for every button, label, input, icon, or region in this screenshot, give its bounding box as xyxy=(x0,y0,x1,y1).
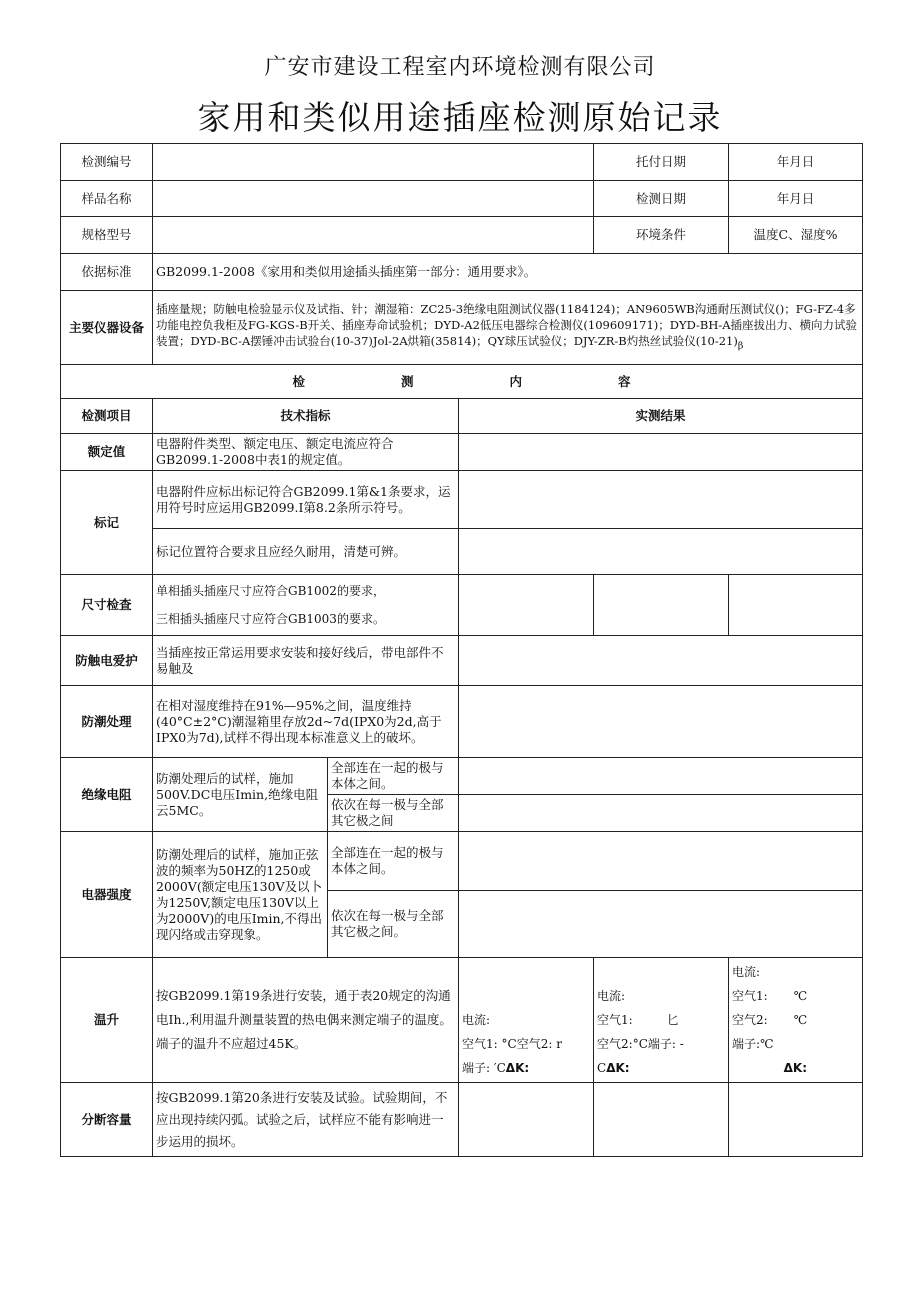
temp-r2-dk-line xyxy=(597,1056,725,1080)
strength-result-2[interactable] xyxy=(459,891,863,958)
temp-r3-term-line xyxy=(732,1032,859,1056)
row-breaking xyxy=(61,1083,863,1157)
dimension-result-2[interactable] xyxy=(594,575,729,636)
section-char-4: 容 xyxy=(618,373,631,389)
temp-r3-air2-line xyxy=(732,1008,859,1032)
env-value[interactable]: 温度C、湿度% xyxy=(729,217,863,254)
test-date-label: 检测日期 xyxy=(594,181,729,217)
dimension-result-1[interactable] xyxy=(459,575,594,636)
test-no-value[interactable] xyxy=(153,144,594,181)
section-char-3: 内 xyxy=(509,373,523,389)
row-test-no xyxy=(61,144,863,181)
company-name: 广安市建设工程室内环境检测有限公司 xyxy=(264,55,656,80)
delivery-date-value[interactable]: 年月日 xyxy=(729,144,863,181)
record-table xyxy=(60,143,863,1157)
equipment-suffix: β xyxy=(737,340,744,352)
marking-label: 标记 xyxy=(61,471,153,575)
document-title: 家用和类似用途插座检测原始记录 xyxy=(197,98,723,137)
temp-r3-current: 电流: xyxy=(732,965,761,979)
rated-spec-text: 器附件类型、额定电压、额定电流应符合GB2099.1-2008中表1的规定值。 xyxy=(156,436,394,467)
marking-result-1[interactable] xyxy=(459,471,863,529)
col-item-header: 检测项目 xyxy=(61,399,153,434)
breaking-spec: 按GB2099.1第20条进行安装及试验。试验期间，不应出现持续闪弧。试验之后，试样应不能有影响进一步运用的损坏。 xyxy=(153,1083,459,1157)
model-value[interactable] xyxy=(153,217,594,254)
temp-r1-dk: ΔK: xyxy=(505,1061,530,1075)
humidity-label: 防潮处理 xyxy=(61,686,153,758)
standard-value: GB2099.1-2008《家用和类似用途插头插座第一部分：通用要求》。 xyxy=(153,254,863,291)
sample-name-label: 样品名称 xyxy=(61,181,153,217)
strength-sub-2: 依次在每一极与全部其它极之间。 xyxy=(328,891,459,958)
strength-spec: 防潮处理后的试样，施加正弦波的频率为50HZ的1250或2000V(额定电压130V及以卜为1250V,额定电压130V以上为2000V)的电压Imin,不得出现闪络或击穿现象。 xyxy=(153,832,328,958)
dimension-spec-2: 三相插头插座尺寸应符合GB1003的要求。 xyxy=(156,612,385,626)
dimension-spec-1: 单相插头插座尺寸应符合GB1002的要求， xyxy=(156,584,385,598)
row-standard xyxy=(61,254,863,291)
insulation-result-1[interactable] xyxy=(459,758,863,795)
temp-r2-dk: ΔK: xyxy=(606,1061,630,1075)
section-char-2: 测 xyxy=(400,373,414,389)
strength-result-1[interactable] xyxy=(459,832,863,891)
breaking-result-2[interactable] xyxy=(594,1083,729,1157)
strength-sub-1: 全部连在一起的极与本体之间。 xyxy=(328,832,459,891)
shock-result[interactable] xyxy=(459,636,863,686)
temp-r2-dash: - xyxy=(679,1037,684,1051)
temp-r1-air1: 空气1: xyxy=(462,1037,498,1051)
model-label: 规格型号 xyxy=(61,217,153,254)
humidity-result[interactable] xyxy=(459,686,863,758)
test-date-value[interactable]: 年月日 xyxy=(729,181,863,217)
temp-r2-c: C xyxy=(597,1061,607,1075)
equipment-text: 插座量规；防触电检验显示仪及试指、针；潮湿箱：ZC25-3绝缘电阻测试仪器(1184124)；AN9605WB沟通耐压测试仪()；FG-FZ-4多功能电控负我柜及FG-KGS-B开关、插座寿命试验机；DYD-A2低压电器综合检测仪(109609171)；DYD-BH-A插座拔出力、横向力试验装置；DYD-BC-A摆锤冲击试验台(10-37)Jol-2A烘箱(35814)；QY球压试验仪；DJY-ZR-B灼热丝试验仪(10-21) xyxy=(156,301,858,348)
row-marking-2 xyxy=(61,529,863,575)
row-humidity xyxy=(61,686,863,758)
temp-label: 温升 xyxy=(61,958,153,1083)
marking-spec-1: 电器附件应标出标记符合GB2099.1第&1条要求，运用符号时应运用GB2099.I第8.2条所示符号。 xyxy=(153,471,459,529)
dimension-label: 尺寸检查 xyxy=(61,575,153,636)
temp-r3-air1: 空气1: xyxy=(732,989,768,1003)
row-temp xyxy=(61,958,863,1083)
shock-spec: 当插座按正常运用要求安装和接好线后，带电部件不易触及 xyxy=(153,636,459,686)
temp-spec: 按GB2099.1第19条进行安装，通于表20规定的沟通电Ih.,利用温升测量装置的热电偶来测定端子的温度。端子的温升不应超过45K。 xyxy=(153,958,459,1083)
temp-r2-air2-line xyxy=(597,1032,725,1056)
temp-r1-term-unit: ′C xyxy=(493,1061,506,1075)
temp-r3-air1-line xyxy=(732,984,859,1008)
env-label: 环境条件 xyxy=(594,217,729,254)
strength-label: 电器强度 xyxy=(61,832,153,958)
col-spec-header: 技术指标 xyxy=(153,399,459,434)
insulation-label: 绝缘电阻 xyxy=(61,758,153,832)
equipment-label: 主要仪器设备 xyxy=(61,291,153,365)
row-dimension xyxy=(61,575,863,636)
temp-r2-air1-line xyxy=(597,1008,725,1032)
temp-r3-dk: ΔK: xyxy=(783,1061,808,1075)
humidity-spec: 在相对湿度维持在91%—95%之间，温度维持(40°C±2°C)潮湿箱里存放2d~7d(IPX0为2d,高于IPX0为7d),试样不得出现本标准意义上的破坏。 xyxy=(153,686,459,758)
temp-r2-air1: 空气1: xyxy=(597,1013,633,1027)
marking-spec-2: 标记位置符合要求且应经久耐用，清楚可辨。 xyxy=(153,529,459,575)
temp-r3-air1-unit: ℃ xyxy=(793,989,808,1003)
temp-r1-current: 电流: xyxy=(462,1013,491,1027)
marking-result-2[interactable] xyxy=(459,529,863,575)
temp-r2-air1-unit: 匕 xyxy=(666,1013,679,1027)
breaking-result-1[interactable] xyxy=(459,1083,594,1157)
row-strength-1 xyxy=(61,832,863,891)
col-result-header: 实测结果 xyxy=(459,399,863,434)
row-rated xyxy=(61,434,863,471)
temp-r2-current: 电流: xyxy=(597,989,626,1003)
temp-r3-term-unit: ℃ xyxy=(760,1037,774,1051)
rated-result[interactable] xyxy=(459,434,863,471)
dimension-result-3[interactable] xyxy=(729,575,863,636)
temp-r3-terminal: 端子: xyxy=(732,1037,761,1051)
insulation-spec: 防潮处理后的试样，施加500V.DC电压Imin,绝缘电阻云5MC。 xyxy=(153,758,328,832)
breaking-label: 分断容量 xyxy=(61,1083,153,1157)
row-shock xyxy=(61,636,863,686)
shock-label: 防触电爱护 xyxy=(61,636,153,686)
section-char-1: 检 xyxy=(292,373,305,389)
rated-spec xyxy=(153,434,459,471)
temp-r2-terminal: °C端子: xyxy=(632,1037,676,1051)
insulation-sub-2: 依次在每一极与全部其它极之间 xyxy=(328,795,459,832)
temp-r1-air2: °C空气2: xyxy=(501,1037,553,1051)
temp-r3-air2: 空气2: xyxy=(732,1013,768,1027)
row-model xyxy=(61,217,863,254)
breaking-result-3[interactable] xyxy=(729,1083,863,1157)
temp-result-1[interactable] xyxy=(459,958,594,1083)
temp-r3-air2-unit: ℃ xyxy=(793,1013,808,1027)
temp-result-3[interactable] xyxy=(729,958,863,1083)
temp-r1-term-label: 端子: xyxy=(462,1061,491,1075)
rated-spec-prefix: 电 xyxy=(156,436,169,451)
delivery-date-label: 托付日期 xyxy=(594,144,729,181)
standard-label: 依据标准 xyxy=(61,254,153,291)
sample-name-value[interactable] xyxy=(153,181,594,217)
temp-r1-terminal xyxy=(462,1056,590,1080)
insulation-result-2[interactable] xyxy=(459,795,863,832)
test-no-label: 检测编号 xyxy=(61,144,153,181)
temp-r2-air2: 空气2: xyxy=(597,1037,633,1051)
row-column-headers xyxy=(61,399,863,434)
rated-label: 额定值 xyxy=(61,434,153,471)
dimension-spec xyxy=(153,575,459,636)
equipment-value xyxy=(153,291,863,365)
row-sample-name xyxy=(61,181,863,217)
row-insulation-1 xyxy=(61,758,863,795)
row-equipment xyxy=(61,291,863,365)
temp-r3-dk-line xyxy=(732,1056,859,1080)
temp-result-2[interactable] xyxy=(594,958,729,1083)
row-marking-1 xyxy=(61,471,863,529)
insulation-sub-1: 全部连在一起的极与本体之间。 xyxy=(328,758,459,795)
row-section-title xyxy=(61,365,863,399)
section-title xyxy=(61,365,863,399)
temp-r1-air xyxy=(462,1032,590,1056)
temp-r1-r: r xyxy=(556,1037,562,1051)
